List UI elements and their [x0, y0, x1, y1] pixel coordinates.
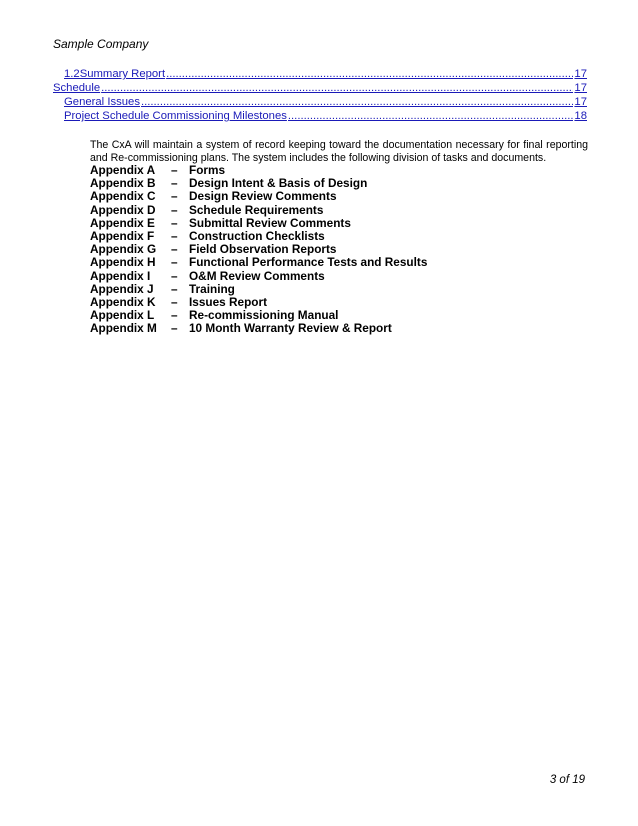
appendix-code: Appendix E [90, 215, 155, 230]
toc-leader-dots [141, 95, 573, 109]
appendix-dash: – [171, 215, 178, 230]
appendix-name: O&M Review Comments [189, 268, 325, 283]
appendix-row [90, 217, 510, 230]
toc-entry-title: 1.2Summary Report [64, 68, 166, 80]
toc-entry-page: 18 [574, 110, 587, 122]
appendix-row [90, 283, 510, 296]
appendix-name: Design Review Comments [189, 189, 337, 204]
appendix-name: Submittal Review Comments [189, 215, 351, 230]
toc-link-summary-report[interactable] [64, 67, 588, 81]
appendix-name: Forms [189, 163, 226, 177]
toc-link-general-issues[interactable] [64, 95, 588, 109]
appendix-dash: – [171, 163, 178, 177]
toc-leader-dots [101, 81, 573, 95]
company-header: Sample Company [53, 37, 149, 51]
appendix-dash: – [171, 189, 178, 204]
appendix-code: Appendix K [90, 294, 156, 309]
appendix-dash: – [171, 242, 178, 257]
toc-entry-page: 17 [574, 68, 587, 80]
appendix-name: Re-commissioning Manual [189, 308, 339, 323]
toc-leader-dots [288, 109, 574, 123]
appendix-code: Appendix F [90, 228, 155, 243]
appendix-name: Issues Report [189, 294, 268, 309]
appendix-code: Appendix B [90, 176, 156, 191]
toc-link-project-schedule-milestones[interactable] [64, 109, 588, 123]
appendix-name: Functional Performance Tests and Results [189, 255, 428, 270]
appendix-dash: – [171, 294, 178, 309]
appendix-code: Appendix A [90, 163, 156, 177]
appendix-row [90, 256, 510, 269]
appendix-name: Construction Checklists [189, 228, 325, 243]
appendix-row [90, 204, 510, 217]
appendix-row [90, 270, 510, 283]
appendix-name: Schedule Requirements [189, 202, 324, 217]
appendix-name: 10 Month Warranty Review & Report [189, 321, 392, 336]
appendix-dash: – [171, 228, 178, 243]
appendix-dash: – [171, 202, 178, 217]
appendix-code: Appendix M [90, 321, 157, 336]
appendix-dash: – [171, 255, 178, 270]
appendix-code: Appendix H [90, 255, 156, 270]
toc-entry-title: Project Schedule Commissioning Milestones [64, 110, 287, 122]
toc-entry-title: General Issues [64, 96, 140, 108]
appendix-name: Field Observation Reports [189, 242, 337, 257]
toc-leader-dots [166, 67, 573, 81]
intro-paragraph: The CxA will maintain a system of record keeping toward the documentation necessary for final reporting and Re-commissioning plans. The system includes the following division of tasks and documents. [90, 139, 588, 165]
appendix-row [90, 190, 510, 203]
appendix-code: Appendix L [90, 308, 155, 323]
appendix-dash: – [171, 308, 178, 323]
appendix-row [90, 322, 510, 335]
toc-entry-page: 17 [574, 96, 587, 108]
appendix-list [90, 164, 510, 335]
toc-entry-page: 17 [574, 82, 587, 94]
appendix-name: Design Intent & Basis of Design [189, 176, 368, 191]
appendix-dash: – [171, 268, 178, 283]
appendix-code: Appendix C [90, 189, 156, 204]
appendix-dash: – [171, 176, 178, 191]
page-number: 3 of 19 [549, 774, 585, 786]
appendix-name: Training [189, 281, 235, 296]
appendix-code: Appendix G [90, 242, 157, 257]
toc-entry-title: Schedule [53, 82, 101, 94]
appendix-dash: – [171, 281, 178, 296]
appendix-dash: – [171, 321, 178, 336]
appendix-code: Appendix D [90, 202, 156, 217]
appendix-code: Appendix I [90, 268, 151, 283]
toc-link-schedule[interactable] [53, 81, 588, 95]
appendix-code: Appendix J [90, 281, 154, 296]
